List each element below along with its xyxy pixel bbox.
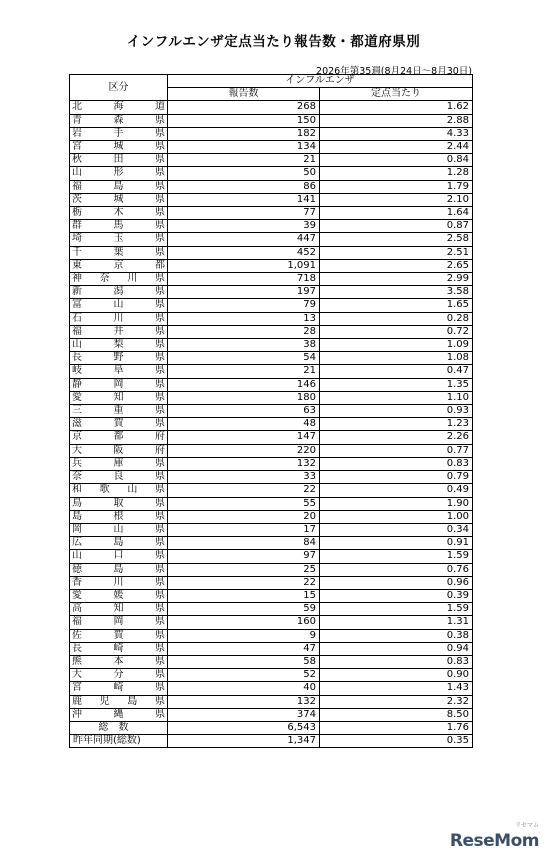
table-row xyxy=(70,193,473,206)
per-sentinel-value: 0.39 xyxy=(320,589,473,602)
prefecture-name: 山 口 県 xyxy=(70,550,168,563)
report-count: 25 xyxy=(168,563,320,576)
table-row xyxy=(70,114,473,127)
per-sentinel-value: 0.87 xyxy=(320,220,473,233)
influenza-table xyxy=(69,74,473,748)
per-sentinel-value: 1.09 xyxy=(320,339,473,352)
per-sentinel-value: 1.28 xyxy=(320,167,473,180)
prefecture-name: 福 島 県 xyxy=(70,180,168,193)
per-sentinel-value: 1.10 xyxy=(320,391,473,404)
prefecture-name: 神 奈 川 県 xyxy=(70,273,168,286)
per-sentinel-value: 0.76 xyxy=(320,563,473,576)
per-sentinel-value: 1.59 xyxy=(320,550,473,563)
prefecture-name: 石 川 県 xyxy=(70,312,168,325)
prefecture-name: 栃 木 県 xyxy=(70,207,168,220)
table-row xyxy=(70,286,473,299)
table-row xyxy=(70,510,473,523)
report-count: 15 xyxy=(168,589,320,602)
report-count: 58 xyxy=(168,655,320,668)
table-row xyxy=(70,207,473,220)
table-row xyxy=(70,352,473,365)
period-label: 2026年第35週(8月24日～8月30日) xyxy=(316,66,472,77)
per-sentinel-value: 0.93 xyxy=(320,405,473,418)
per-sentinel-value: 0.83 xyxy=(320,655,473,668)
report-count: 374 xyxy=(168,708,320,721)
prefecture-name: 佐 賀 県 xyxy=(70,629,168,642)
per-sentinel-value: 1.62 xyxy=(320,101,473,114)
prefecture-name: 山 形 県 xyxy=(70,167,168,180)
table-row xyxy=(70,523,473,536)
per-sentinel-value: 0.47 xyxy=(320,365,473,378)
report-count: 17 xyxy=(168,523,320,536)
prefecture-name: 兵 庫 県 xyxy=(70,457,168,470)
prefecture-name: 長 崎 県 xyxy=(70,642,168,655)
table-row xyxy=(70,101,473,114)
report-count: 47 xyxy=(168,642,320,655)
per-sentinel-value: 2.58 xyxy=(320,233,473,246)
table-row xyxy=(70,391,473,404)
table-row xyxy=(70,365,473,378)
prefecture-name: 茨 城 県 xyxy=(70,193,168,206)
report-count: 132 xyxy=(168,695,320,708)
last-year-row xyxy=(70,735,473,748)
per-sentinel-header: 定点当たり xyxy=(320,88,473,101)
table-row xyxy=(70,484,473,497)
table-row xyxy=(70,405,473,418)
report-count: 39 xyxy=(168,220,320,233)
per-sentinel-value: 1.65 xyxy=(320,299,473,312)
table-row xyxy=(70,629,473,642)
report-count: 50 xyxy=(168,167,320,180)
table-row xyxy=(70,141,473,154)
table-row xyxy=(70,339,473,352)
table-row xyxy=(70,259,473,272)
prefecture-name: 岐 阜 県 xyxy=(70,365,168,378)
table-row xyxy=(70,378,473,391)
table-row xyxy=(70,537,473,550)
last-year-reports: 1,347 xyxy=(168,735,320,748)
per-sentinel-value: 1.23 xyxy=(320,418,473,431)
report-count: 182 xyxy=(168,127,320,140)
per-sentinel-value: 1.64 xyxy=(320,207,473,220)
table-row xyxy=(70,642,473,655)
report-count: 55 xyxy=(168,497,320,510)
report-count: 86 xyxy=(168,180,320,193)
report-count: 59 xyxy=(168,603,320,616)
per-sentinel-value: 0.38 xyxy=(320,629,473,642)
prefecture-name: 福 井 県 xyxy=(70,325,168,338)
prefecture-name: 香 川 県 xyxy=(70,576,168,589)
table-row xyxy=(70,233,473,246)
table-row xyxy=(70,220,473,233)
report-count: 180 xyxy=(168,391,320,404)
table-row xyxy=(70,669,473,682)
per-sentinel-value: 1.35 xyxy=(320,378,473,391)
per-sentinel-value: 0.96 xyxy=(320,576,473,589)
prefecture-name: 福 岡 県 xyxy=(70,616,168,629)
prefecture-name: 熊 本 県 xyxy=(70,655,168,668)
reports-header: 報告数 xyxy=(168,88,320,101)
table-row xyxy=(70,154,473,167)
report-count: 48 xyxy=(168,418,320,431)
prefecture-name: 広 島 県 xyxy=(70,537,168,550)
prefecture-name: 大 阪 府 xyxy=(70,444,168,457)
per-sentinel-value: 2.99 xyxy=(320,273,473,286)
table-row xyxy=(70,708,473,721)
prefecture-name: 静 岡 県 xyxy=(70,378,168,391)
table-row xyxy=(70,603,473,616)
per-sentinel-value: 1.08 xyxy=(320,352,473,365)
prefecture-name: 宮 崎 県 xyxy=(70,682,168,695)
prefecture-name: 岡 山 県 xyxy=(70,523,168,536)
page-title: インフルエンザ定点当たり報告数・都道府県別 xyxy=(126,34,421,50)
per-sentinel-value: 1.79 xyxy=(320,180,473,193)
per-sentinel-value: 1.59 xyxy=(320,603,473,616)
table-row xyxy=(70,563,473,576)
table-row xyxy=(70,273,473,286)
per-sentinel-value: 2.26 xyxy=(320,431,473,444)
report-count: 150 xyxy=(168,114,320,127)
report-count: 197 xyxy=(168,286,320,299)
resemom-logo: ReseMom xyxy=(449,831,539,851)
per-sentinel-value: 1.00 xyxy=(320,510,473,523)
per-sentinel-value: 2.51 xyxy=(320,246,473,259)
prefecture-name: 鳥 取 県 xyxy=(70,497,168,510)
report-count: 22 xyxy=(168,576,320,589)
prefecture-name: 島 根 県 xyxy=(70,510,168,523)
per-sentinel-value: 1.90 xyxy=(320,497,473,510)
prefecture-name: 新 潟 県 xyxy=(70,286,168,299)
prefecture-name: 埼 玉 県 xyxy=(70,233,168,246)
table-row xyxy=(70,589,473,602)
prefecture-name: 和 歌 山 県 xyxy=(70,484,168,497)
influenza-group-header: インフルエンザ xyxy=(168,75,473,88)
last-year-per-sentinel: 0.35 xyxy=(320,735,473,748)
prefecture-name: 宮 城 県 xyxy=(70,141,168,154)
per-sentinel-value: 0.79 xyxy=(320,471,473,484)
report-count: 52 xyxy=(168,669,320,682)
per-sentinel-value: 0.77 xyxy=(320,444,473,457)
per-sentinel-value: 3.58 xyxy=(320,286,473,299)
report-count: 160 xyxy=(168,616,320,629)
report-count: 40 xyxy=(168,682,320,695)
table-row xyxy=(70,457,473,470)
report-count: 132 xyxy=(168,457,320,470)
report-count: 22 xyxy=(168,484,320,497)
table-row xyxy=(70,246,473,259)
report-count: 268 xyxy=(168,101,320,114)
total-reports: 6,543 xyxy=(168,721,320,734)
prefecture-name: 大 分 県 xyxy=(70,669,168,682)
per-sentinel-value: 0.91 xyxy=(320,537,473,550)
per-sentinel-value: 2.88 xyxy=(320,114,473,127)
report-count: 20 xyxy=(168,510,320,523)
prefecture-name: 徳 島 県 xyxy=(70,563,168,576)
report-count: 28 xyxy=(168,325,320,338)
prefecture-name: 山 梨 県 xyxy=(70,339,168,352)
table-row xyxy=(70,312,473,325)
per-sentinel-value: 1.43 xyxy=(320,682,473,695)
report-count: 146 xyxy=(168,378,320,391)
table-row xyxy=(70,299,473,312)
prefecture-name: 北 海 道 xyxy=(70,101,168,114)
table-row xyxy=(70,444,473,457)
report-count: 9 xyxy=(168,629,320,642)
prefecture-name: 秋 田 県 xyxy=(70,154,168,167)
report-count: 13 xyxy=(168,312,320,325)
per-sentinel-value: 2.65 xyxy=(320,259,473,272)
per-sentinel-value: 2.32 xyxy=(320,695,473,708)
report-count: 84 xyxy=(168,537,320,550)
table-row xyxy=(70,616,473,629)
report-count: 38 xyxy=(168,339,320,352)
prefecture-name: 愛 知 県 xyxy=(70,391,168,404)
prefecture-name: 鹿 児 島 県 xyxy=(70,695,168,708)
table-row xyxy=(70,550,473,563)
report-count: 79 xyxy=(168,299,320,312)
last-year-label: 昨年同期(総数) xyxy=(70,735,168,748)
report-count: 21 xyxy=(168,154,320,167)
prefecture-name: 長 野 県 xyxy=(70,352,168,365)
prefecture-name: 滋 賀 県 xyxy=(70,418,168,431)
prefecture-name: 富 山 県 xyxy=(70,299,168,312)
per-sentinel-value: 0.84 xyxy=(320,154,473,167)
total-label: 総数 xyxy=(70,721,168,734)
per-sentinel-value: 1.31 xyxy=(320,616,473,629)
table-row xyxy=(70,325,473,338)
per-sentinel-value: 0.72 xyxy=(320,325,473,338)
report-count: 718 xyxy=(168,273,320,286)
table-row xyxy=(70,431,473,444)
report-count: 220 xyxy=(168,444,320,457)
prefecture-name: 岩 手 県 xyxy=(70,127,168,140)
report-count: 452 xyxy=(168,246,320,259)
per-sentinel-value: 2.44 xyxy=(320,141,473,154)
prefecture-name: 愛 媛 県 xyxy=(70,589,168,602)
report-count: 33 xyxy=(168,471,320,484)
prefecture-name: 高 知 県 xyxy=(70,603,168,616)
report-count: 97 xyxy=(168,550,320,563)
table-row xyxy=(70,576,473,589)
prefecture-name: 東 京 都 xyxy=(70,259,168,272)
per-sentinel-value: 0.94 xyxy=(320,642,473,655)
report-count: 54 xyxy=(168,352,320,365)
prefecture-name: 千 葉 県 xyxy=(70,246,168,259)
prefecture-name: 青 森 県 xyxy=(70,114,168,127)
per-sentinel-value: 0.28 xyxy=(320,312,473,325)
per-sentinel-value: 0.34 xyxy=(320,523,473,536)
report-count: 134 xyxy=(168,141,320,154)
table-row xyxy=(70,167,473,180)
per-sentinel-value: 0.83 xyxy=(320,457,473,470)
table-row xyxy=(70,682,473,695)
report-count: 63 xyxy=(168,405,320,418)
prefecture-name: 京 都 府 xyxy=(70,431,168,444)
category-header: 区分 xyxy=(70,75,168,101)
table-row xyxy=(70,471,473,484)
total-per-sentinel: 1.76 xyxy=(320,721,473,734)
table-row xyxy=(70,655,473,668)
report-count: 147 xyxy=(168,431,320,444)
report-count: 447 xyxy=(168,233,320,246)
report-count: 141 xyxy=(168,193,320,206)
per-sentinel-value: 0.49 xyxy=(320,484,473,497)
table-row xyxy=(70,127,473,140)
table-row xyxy=(70,418,473,431)
per-sentinel-value: 8.50 xyxy=(320,708,473,721)
table-body xyxy=(70,101,473,722)
per-sentinel-value: 0.90 xyxy=(320,669,473,682)
table-row xyxy=(70,497,473,510)
report-count: 77 xyxy=(168,207,320,220)
per-sentinel-value: 2.10 xyxy=(320,193,473,206)
prefecture-name: 奈 良 県 xyxy=(70,471,168,484)
prefecture-name: 三 重 県 xyxy=(70,405,168,418)
report-count: 21 xyxy=(168,365,320,378)
report-count: 1,091 xyxy=(168,259,320,272)
prefecture-name: 群 馬 県 xyxy=(70,220,168,233)
per-sentinel-value: 4.33 xyxy=(320,127,473,140)
table-row xyxy=(70,180,473,193)
table-row xyxy=(70,695,473,708)
prefecture-name: 沖 縄 県 xyxy=(70,708,168,721)
total-row xyxy=(70,721,473,734)
logo-kana: リセマム xyxy=(515,822,539,829)
